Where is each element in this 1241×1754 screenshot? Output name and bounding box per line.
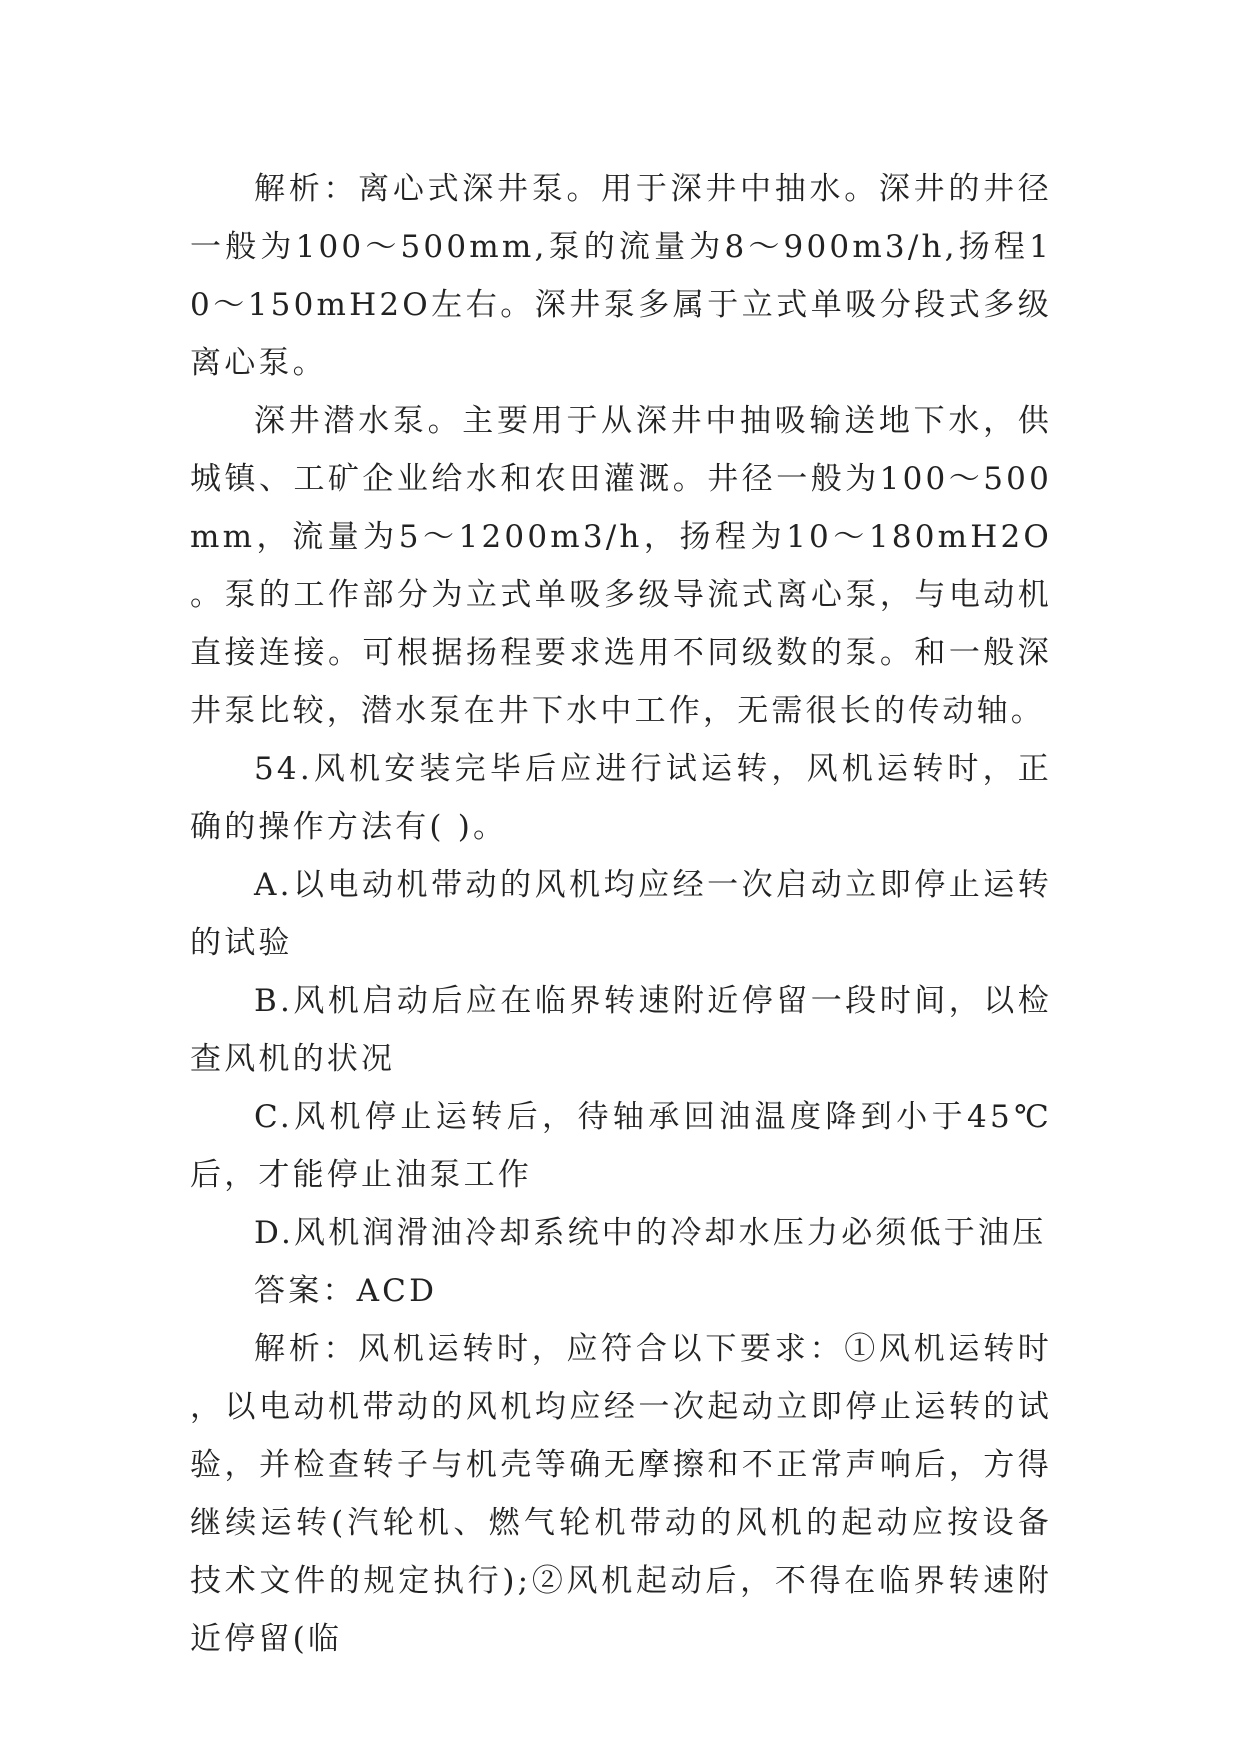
paragraph-submersible-pump: 深井潜水泵。主要用于从深井中抽吸输送地下水，供城镇、工矿企业给水和农田灌溉。井径一般为100～500mm，流量为5～1200m3/h，扬程为10～180mH2O。泵的工作部分为立式单吸多级导流式离心泵，与电动机直接连接。可根据扬程要求选用不同级数的泵。和一般深井泵比较，潜水泵在井下水中工作，无需很长的传动轴。 [190,403,1052,729]
answer: 答案：ACD [254,1273,438,1309]
option-c: C.风机停止运转后，待轴承回油温度降到小于45℃后，才能停止油泵工作 [190,1099,1052,1193]
option-d: D.风机润滑油冷却系统中的冷却水压力必须低于油压 [254,1215,1047,1251]
document-body [190,160,1052,1668]
option-b: B.风机启动后应在临界转速附近停留一段时间，以检查风机的状况 [190,983,1052,1077]
question-54: 54.风机安装完毕后应进行试运转，风机运转时，正确的操作方法有( )。 [190,751,1052,845]
paragraph-pump-analysis: 解析：离心式深井泵。用于深井中抽水。深井的井径一般为100～500mm,泵的流量为8～900m3/h,扬程10～150mH2O左右。深井泵多属于立式单吸分段式多级离心泵。 [190,171,1052,381]
option-a: A.以电动机带动的风机均应经一次启动立即停止运转的试验 [190,867,1052,961]
paragraph-fan-analysis: 解析：风机运转时，应符合以下要求：①风机运转时，以电动机带动的风机均应经一次起动立即停止运转的试验，并检查转子与机壳等确无摩擦和不正常声响后，方得继续运转(汽轮机、燃气轮机带动的风机的起动应按设备技术文件的规定执行);②风机起动后，不得在临界转速附近停留(临 [190,1331,1052,1657]
